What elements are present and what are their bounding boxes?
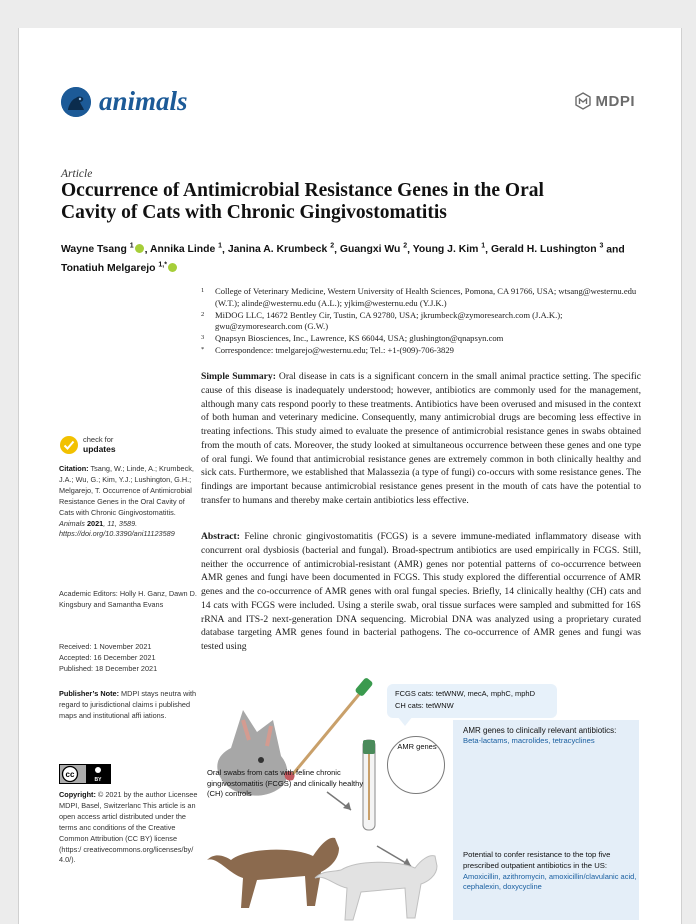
affiliation-text: College of Veterinary Medicine, Western University of Health Sciences, Pomona, CA 91766, USA; wtsang@westernu.edu (W.T.); alinde@westernu.edu (A.L.); yjkim@westernu.edu (Y.J.K.) — [215, 286, 637, 308]
check-for-updates[interactable] — [59, 435, 116, 455]
amr-genes-label: AMR genes — [397, 742, 437, 751]
publishers-note-label: Publisher’s Note: — [59, 689, 120, 698]
brown-cat-illustration — [207, 838, 339, 908]
journal-name: animals — [99, 86, 188, 116]
affiliations — [201, 286, 641, 357]
author[interactable] — [61, 244, 145, 255]
author-affiliation-mark: 2 — [403, 243, 408, 250]
publishers-note — [59, 689, 199, 722]
affiliation-text: MiDOG LLC, 14672 Bentley Cir, Tustin, CA 92780, USA; jkrumbeck@zymoresearch.com (J.A.K.); gwu@zymoresearch.com (G.W.) — [215, 309, 563, 332]
author-affiliation-mark: 1 — [218, 243, 223, 250]
abstract-label: Abstract: — [201, 531, 240, 542]
journal-logo-icon — [61, 87, 91, 117]
amr-genes-circle — [387, 736, 445, 794]
publishers-note-text: MDPI stays neutra with regard to jurisdictional claims i published maps and institutional affi iations. — [59, 689, 197, 720]
affiliation-item — [201, 286, 641, 310]
author[interactable] — [228, 244, 334, 255]
author[interactable] — [61, 263, 178, 274]
ch-cats-genes: CH cats: tetWNW — [395, 701, 454, 710]
cc-by-badge[interactable] — [59, 764, 111, 784]
author-affiliation-mark: 3 — [599, 243, 604, 250]
antibiotic-classes: Beta-lactams, macrolides, tetracyclines — [463, 736, 595, 745]
amr-genes-detected-bubble — [387, 684, 557, 718]
affiliation-mark: 2 — [201, 310, 205, 318]
author-affiliation-mark: 1,* — [158, 261, 167, 269]
author-name: Wayne Tsang — [61, 244, 130, 256]
dates — [59, 642, 199, 675]
citation — [59, 464, 199, 540]
affiliation-mark: 1 — [201, 287, 205, 294]
copyright — [59, 790, 199, 866]
clinically-relevant-heading: AMR genes to clinically relevant antibiotics: — [463, 726, 617, 735]
simple-summary-text: Oral disease in cats is a significant concern in the small animal practice setting. The specific cause of this disease is inadequately understood; however, antibiotics are commonly used for the management, although many cats respond poorly to these treatments. Antibiotics have been overused and misused in the context of both human and veterinary medicine. Consequently, many antimicrobial drugs are becoming less effective in treating infections. This study aimed to evaluate the presence of antimicrobial resistance genes in swabs obtained from the mouth of cats. Moreover, the study looked at simultaneous occurrence between these genes and one type of oral fungi. We found that antimicrobial resistance genes are extremely common in both clinically healthy and sick cats. Furthermore, we established that Malassezia (a type of fungi) co-occurs with some resistance genes. The findings are important because antimicrobial resistance genes present in the mouth of cats have the potential to transfer to humans and thereby make certain antibiotics less effective. — [201, 371, 641, 506]
author-name: Tonatiuh Melgarejo — [61, 262, 159, 274]
simple-summary-label: Simple Summary: — [201, 371, 276, 382]
mdpi-logo[interactable] — [574, 92, 636, 110]
academic-editors: Academic Editors: Holly H. Ganz, Dawn D. Kingsbury and Samantha Evans — [59, 589, 197, 609]
affiliation-mark: * — [201, 345, 205, 353]
by-label: BY — [94, 777, 102, 783]
journal-header[interactable] — [61, 86, 188, 117]
resistance-potential-heading: Potential to confer resistance to the top five prescribed outpatient antibiotics in the US: — [463, 850, 611, 870]
mdpi-logo-icon — [574, 92, 592, 110]
received-date: Received: 1 November 2021 — [59, 642, 152, 651]
article-title: Occurrence of Antimicrobial Resistance Genes in the Oral Cavity of Cats with Chronic Gingivostomatitis — [61, 180, 544, 223]
author-name: Guangxi Wu — [339, 244, 404, 256]
author[interactable] — [491, 244, 603, 255]
publisher-name: MDPI — [595, 92, 635, 110]
affiliation-mark: 3 — [201, 334, 205, 342]
abstract — [201, 530, 641, 654]
copyright-label: Copyright: — [59, 790, 96, 799]
author-name: Janina A. Krumbeck — [227, 244, 331, 256]
author-name: Young J. Kim — [412, 244, 482, 256]
citation-year: 2021 — [86, 518, 104, 528]
author[interactable] — [413, 244, 485, 255]
author-affiliation-mark: 2 — [330, 243, 335, 250]
orcid-icon[interactable] — [168, 263, 177, 272]
copyright-text: © 2021 by the author Licensee MDPI, Basel, Switzerlanc This article is an open access articl distributed under the terms anc conditions of the Creative Common Attribution (CC BY) license (https:/ creativecommons.org/licenses/by/ 4.0/). — [59, 790, 198, 865]
fcgs-cats-genes: FCGS cats: tetWNW, mecA, mphC, mphD — [395, 689, 536, 698]
cc-label: cc — [65, 770, 75, 779]
graphical-abstract — [201, 660, 641, 922]
bubble-tail — [397, 716, 413, 726]
published-date: Published: 18 December 2021 — [59, 663, 158, 673]
citation-journal: Animals — [59, 518, 85, 528]
article-type: Article — [61, 168, 93, 180]
author[interactable] — [150, 244, 222, 255]
simple-summary — [201, 370, 641, 508]
author-name: Gerald H. Lushington — [490, 244, 600, 256]
citation-rest[interactable]: , 11, 3589. https://doi.org/10.3390/ani11123589 — [59, 518, 175, 539]
article-page — [18, 28, 682, 924]
updates-label: updates — [83, 443, 116, 454]
author-list: Wayne Tsang $^1$ , Annika Linde $^1$, Janina A. Krumbeck $^2$, Guangxi Wu $^2$, Young J. Kim $^1$, Gerald H. Lushington $^3$ and Tonatiuh Melgarejo $^{1,*}$ — [61, 243, 625, 274]
cc-by-icon — [59, 764, 111, 784]
white-cat-illustration — [315, 856, 437, 920]
affiliation-text: Qnapsyn Biosciences, Inc., Lawrence, KS 66044, USA; glushington@qnapsyn.com — [215, 333, 504, 344]
author[interactable] — [340, 244, 407, 255]
affiliation-item — [201, 333, 641, 345]
check-for-label: check for — [83, 435, 114, 444]
author-name: Annika Linde — [150, 244, 219, 256]
top-five-antibiotics: Amoxicillin, azithromycin, amoxicillin/clavulanic acid, cephalexin, doxycycline — [463, 872, 637, 892]
accepted-date: Accepted: 16 December 2021 — [59, 652, 156, 662]
author-affiliation-mark: 1 — [129, 243, 134, 250]
abstract-text: Feline chronic gingivostomatitis (FCGS) is a severe immune-mediated inflammatory disease with concurrent oral dysbiosis (bacterial and fungal). Broad-spectrum antibiotics are used empirically in FCGS. Still, neither the occurrence of antimicrobial-resistant (AMR) genes nor potential patterns of co-occurrence between AMR genes and fungi have been documented in FCGS. This study explored the differential occurrence of AMR genes and the co-occurrence of AMR genes with oral fungal species. Briefly, 14 clinically healthy (CH) cats and 14 cats with FCGS were included. Using a sterile swab, oral tissue surfaces were sampled and submitted for 16S rRNA and ITS-2 next-generation DNA sequencing. Microbial DNA was analyzed using a proprietary curated database targeting AMR genes found in bacterial pathogens. The co-occurrence of AMR genes and fungi was tested using — [201, 531, 641, 652]
citation-text: Tsang, W.; Linde, A.; Krumbeck, J.A.; Wu, G.; Kim, Y.J.; Lushington, G.H.; Melgarejo, T. Occurrence of Antimicrobial Resistance Genes in the Oral Cavity of Cats with Chronic Gingivostomatitis. — [59, 464, 194, 517]
affiliation-item — [201, 310, 641, 334]
oral-swabs-caption: Oral swabs from cats with feline chronic gingivostomatitis (FCGS) and clinically healthy (CH) controls — [207, 768, 364, 798]
check-for-updates-icon — [59, 435, 79, 455]
orcid-icon[interactable] — [135, 244, 144, 253]
author-affiliation-mark: 1 — [481, 243, 486, 250]
antibiotic-info-box — [453, 720, 639, 920]
citation-label: Citation: — [59, 464, 89, 473]
affiliation-text: Correspondence: tmelgarejo@westernu.edu; Tel.: +1-(909)-706-3829 — [215, 344, 454, 355]
swab-icon — [293, 677, 374, 774]
affiliation-item — [201, 345, 641, 357]
